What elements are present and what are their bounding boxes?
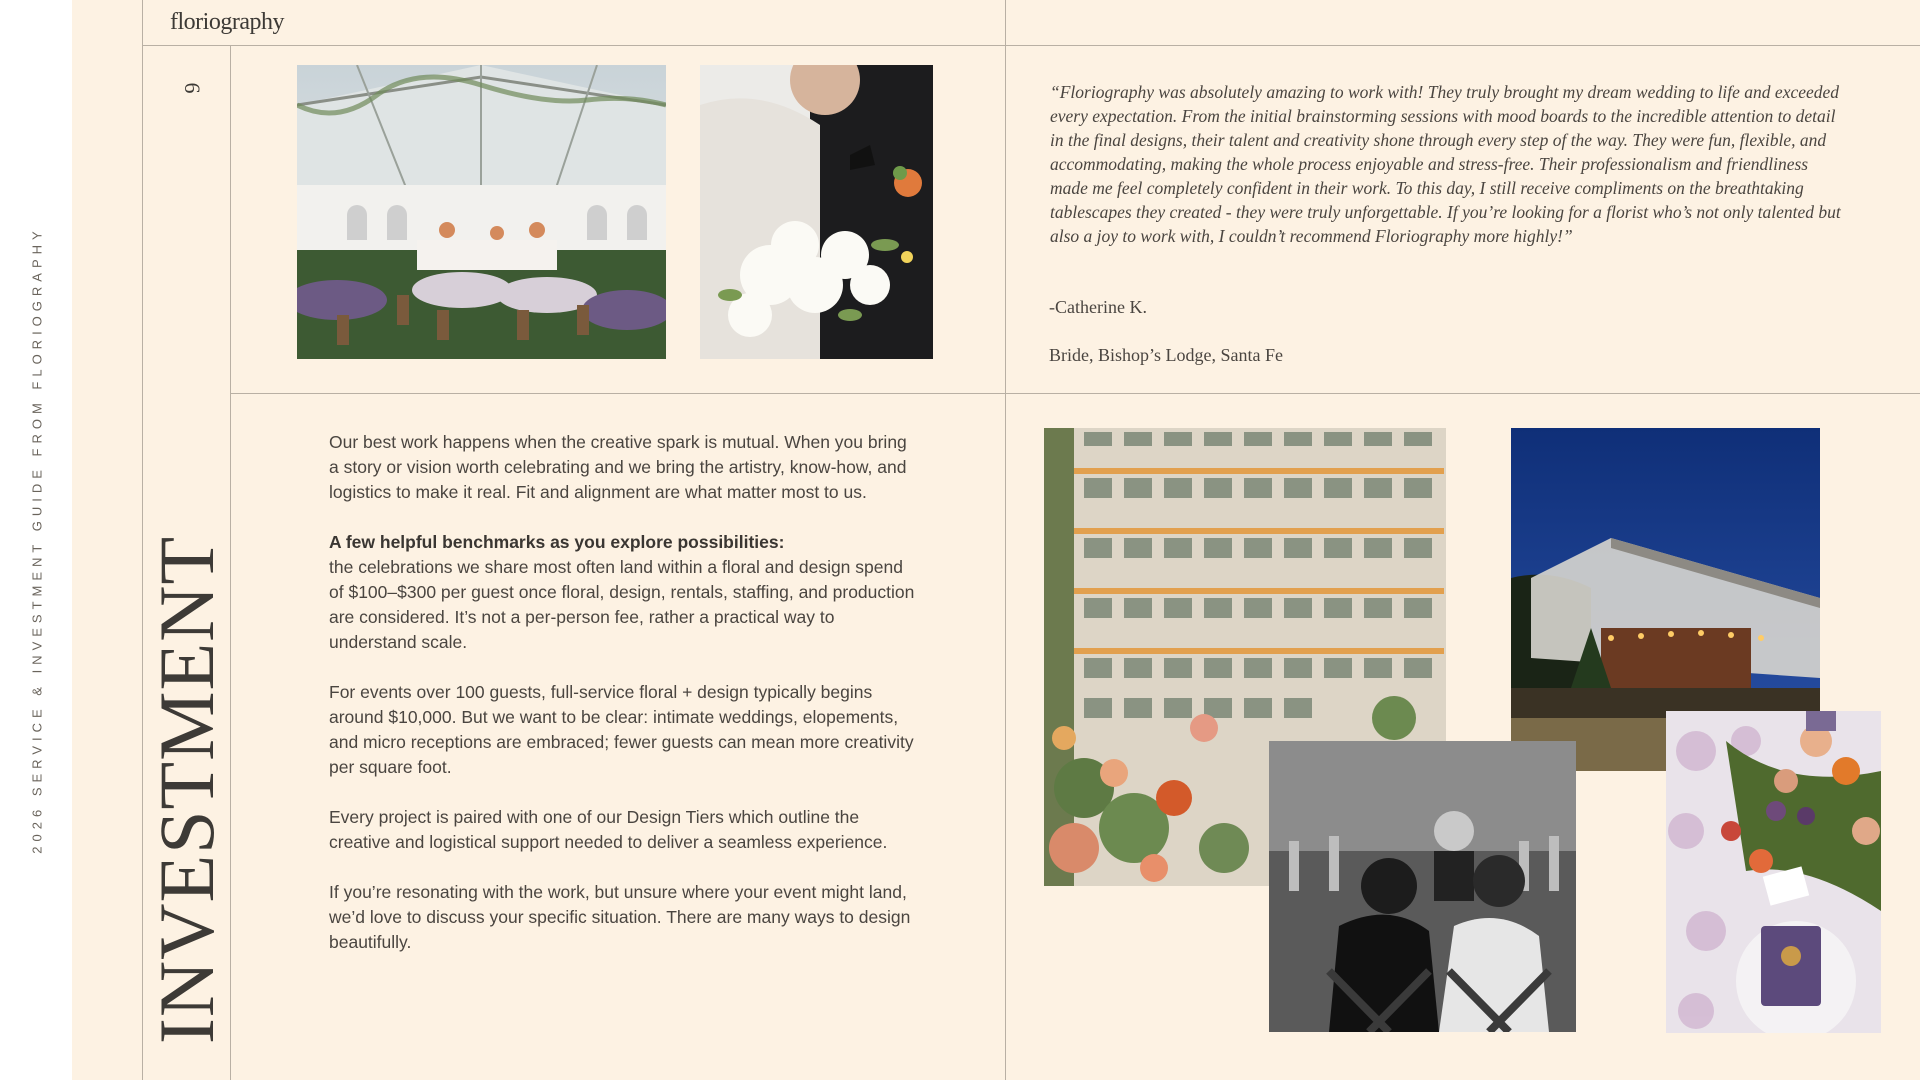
divider-line (230, 393, 1920, 394)
paragraph-benchmarks (329, 530, 919, 655)
paragraph-closing: If you’re resonating with the work, but unsure where your event might land, we’d love to discuss your specific situation. There are many ways to design beautifully. (329, 882, 911, 952)
bride-groom-bouquet-photo (700, 65, 933, 359)
paragraph-design-tiers: Every project is paired with one of our Design Tiers which outline the creative and logistical support needed to deliver a seamless experience. (329, 807, 888, 852)
floriography-logo: floriography (170, 9, 284, 35)
paragraph-pricing: For events over 100 guests, full-service floral + design typically begins around $10,000. But we want to be clear: intimate weddings, elopements, and micro receptions are embraced; fewer guests can mean more creativity per square foot. (329, 682, 914, 777)
guide-vertical-label: 2026 SERVICE & INVESTMENT GUIDE FROM FLORIOGRAPHY (29, 226, 45, 854)
benchmarks-text: the celebrations we share most often land within a floral and design spend of $100–$300 per guest once floral, design, rentals, staffing, and production are considered. It’s not a per-person fee, rather a practical way to understand scale. (329, 557, 915, 652)
testimonial-author: -Catherine K. (1049, 297, 1147, 317)
section-title: INVESTMENT (143, 535, 230, 1045)
benchmarks-heading: A few helpful benchmarks as you explore possibilities: (329, 532, 785, 552)
couple-reception-bw-photo (1269, 741, 1576, 1032)
paragraph-intro: Our best work happens when the creative spark is mutual. When you bring a story or vision worth celebrating and we bring the artistry, know-how, and logistics to make it real. Fit and alignment are what matter most to us. (329, 432, 907, 502)
tablescape-overhead-photo (1666, 711, 1881, 1033)
left-margin-strip (0, 0, 72, 1080)
tent-reception-photo (297, 65, 666, 359)
testimonial-role: Bride, Bishop’s Lodge, Santa Fe (1049, 345, 1283, 365)
divider-line (1005, 0, 1006, 1080)
divider-line (142, 45, 1920, 46)
page-number: 6 (180, 82, 205, 94)
testimonial-quote: “Floriography was absolutely amazing to work with! They truly brought my dream wedding to life and exceeded every expectation. From the initial brainstorming sessions with mood boards to the incredible attention to detail in the final designs, their talent and creativity shone through every step of the way. They were fun, flexible, and accommodating, making the whole process enjoyable and stress-free. Their professionalism and friendliness made me feel completely confident in their work. To this day, I still receive compliments on the breathtaking tablescapes they created - they were truly unforgettable. If you’re looking for a florist who’s not only talented but also a joy to work with, I couldn’t recommend Floriography more highly!” (1050, 82, 1841, 246)
investment-body-copy (329, 430, 919, 980)
